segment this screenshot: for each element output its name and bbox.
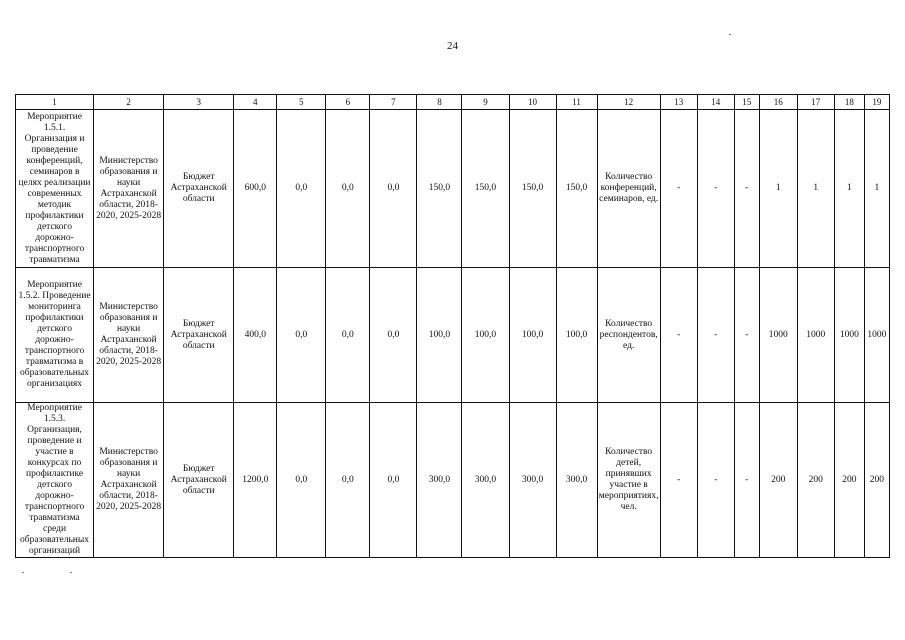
value-cell: 200 bbox=[834, 403, 864, 558]
scan-speck bbox=[729, 34, 731, 35]
header-cell: 8 bbox=[417, 95, 462, 110]
value-cell: 0,0 bbox=[277, 110, 326, 268]
header-cell: 7 bbox=[370, 95, 417, 110]
value-cell: - bbox=[697, 268, 734, 403]
value-cell: 0,0 bbox=[277, 268, 326, 403]
value-cell: - bbox=[697, 110, 734, 268]
value-cell: 1000 bbox=[797, 268, 834, 403]
value-cell: 1000 bbox=[864, 268, 889, 403]
value-cell: 150,0 bbox=[417, 110, 462, 268]
total-cell: 1200,0 bbox=[234, 403, 277, 558]
funding-source-cell: Бюджет Астраханской области bbox=[164, 268, 234, 403]
page-number: 24 bbox=[447, 40, 458, 52]
executor-cell: Министерство образования и науки Астраханской области, 2018-2020, 2025-2028 bbox=[94, 110, 164, 268]
executor-cell: Министерство образования и науки Астраханской области, 2018-2020, 2025-2028 bbox=[94, 403, 164, 558]
header-cell: 5 bbox=[277, 95, 326, 110]
value-cell: 150,0 bbox=[509, 110, 556, 268]
value-cell: - bbox=[660, 268, 697, 403]
value-cell: - bbox=[734, 403, 759, 558]
header-cell: 9 bbox=[462, 95, 509, 110]
value-cell: 0,0 bbox=[277, 403, 326, 558]
value-cell: 1000 bbox=[834, 268, 864, 403]
value-cell: - bbox=[660, 403, 697, 558]
indicator-cell: Количество детей, принявших участие в мероприятиях, чел. bbox=[597, 403, 660, 558]
value-cell: - bbox=[734, 110, 759, 268]
value-cell: 200 bbox=[759, 403, 797, 558]
header-cell: 6 bbox=[326, 95, 370, 110]
value-cell: 0,0 bbox=[326, 268, 370, 403]
value-cell: 1 bbox=[864, 110, 889, 268]
value-cell: 300,0 bbox=[417, 403, 462, 558]
funding-source-cell: Бюджет Астраханской области bbox=[164, 110, 234, 268]
event-name-cell: Мероприятие 1.5.2. Проведение мониторинга профилактики детского дорожно-транспортного травматизма в образовательных организациях bbox=[16, 268, 94, 403]
table-row bbox=[16, 110, 890, 268]
header-cell: 3 bbox=[164, 95, 234, 110]
header-cell: 18 bbox=[834, 95, 864, 110]
value-cell: 1000 bbox=[759, 268, 797, 403]
header-cell: 19 bbox=[864, 95, 889, 110]
scan-speck bbox=[70, 572, 72, 573]
value-cell: 0,0 bbox=[370, 403, 417, 558]
header-cell: 15 bbox=[734, 95, 759, 110]
header-cell: 16 bbox=[759, 95, 797, 110]
program-table bbox=[15, 94, 890, 558]
header-row bbox=[16, 95, 890, 110]
indicator-cell: Количество респондентов, ед. bbox=[597, 268, 660, 403]
table-row bbox=[16, 403, 890, 558]
value-cell: 100,0 bbox=[509, 268, 556, 403]
header-cell: 13 bbox=[660, 95, 697, 110]
header-cell: 1 bbox=[16, 95, 94, 110]
header-cell: 2 bbox=[94, 95, 164, 110]
value-cell: 300,0 bbox=[462, 403, 509, 558]
indicator-cell: Количество конференций, семинаров, ед. bbox=[597, 110, 660, 268]
value-cell: 150,0 bbox=[556, 110, 597, 268]
header-cell: 10 bbox=[509, 95, 556, 110]
value-cell: 300,0 bbox=[509, 403, 556, 558]
value-cell: 0,0 bbox=[326, 403, 370, 558]
value-cell: 0,0 bbox=[370, 110, 417, 268]
value-cell: 0,0 bbox=[370, 268, 417, 403]
header-cell: 12 bbox=[597, 95, 660, 110]
value-cell: 0,0 bbox=[326, 110, 370, 268]
value-cell: 100,0 bbox=[556, 268, 597, 403]
value-cell: - bbox=[697, 403, 734, 558]
table-row bbox=[16, 268, 890, 403]
header-cell: 14 bbox=[697, 95, 734, 110]
header-cell: 11 bbox=[556, 95, 597, 110]
scan-speck bbox=[22, 572, 24, 573]
value-cell: - bbox=[660, 110, 697, 268]
value-cell: - bbox=[734, 268, 759, 403]
value-cell: 200 bbox=[797, 403, 834, 558]
event-name-cell: Мероприятие 1.5.1. Организация и проведение конференций, семинаров в целях реализации современных методик профилактики детского дорожно-транспортного травматизма bbox=[16, 110, 94, 268]
value-cell: 100,0 bbox=[417, 268, 462, 403]
value-cell: 100,0 bbox=[462, 268, 509, 403]
value-cell: 1 bbox=[759, 110, 797, 268]
value-cell: 200 bbox=[864, 403, 889, 558]
executor-cell: Министерство образования и науки Астраханской области, 2018-2020, 2025-2028 bbox=[94, 268, 164, 403]
total-cell: 600,0 bbox=[234, 110, 277, 268]
value-cell: 300,0 bbox=[556, 403, 597, 558]
value-cell: 1 bbox=[834, 110, 864, 268]
value-cell: 150,0 bbox=[462, 110, 509, 268]
funding-source-cell: Бюджет Астраханской области bbox=[164, 403, 234, 558]
total-cell: 400,0 bbox=[234, 268, 277, 403]
header-cell: 17 bbox=[797, 95, 834, 110]
header-cell: 4 bbox=[234, 95, 277, 110]
event-name-cell: Мероприятие 1.5.3. Организация, проведение и участие в конкурсах по профилактике детского дорожно-транспортного травматизма среди образовательных организаций bbox=[16, 403, 94, 558]
value-cell: 1 bbox=[797, 110, 834, 268]
